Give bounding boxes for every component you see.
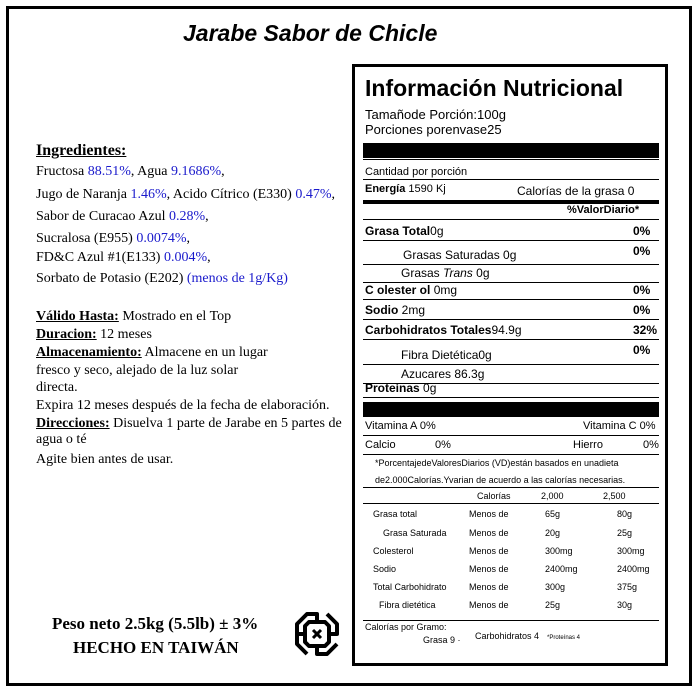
- expiry-text: Expira 12 meses después de la fecha de elaboración.: [36, 398, 330, 413]
- ingredient-text: , Agua: [130, 164, 171, 179]
- nutrient-amount: 94.9g: [491, 323, 522, 337]
- product-title: Jarabe Sabor de Chicle: [183, 20, 438, 46]
- ingredient-line: [36, 250, 211, 266]
- thick-divider: [363, 402, 659, 417]
- nutrient-daily-value: 0%: [633, 244, 651, 258]
- energy-label: Energía: [365, 183, 406, 195]
- nutrient-label: Grasa Total: [365, 224, 431, 238]
- recycle-icon: [293, 610, 341, 658]
- divider: [363, 264, 659, 265]
- ingredient-text: ,: [205, 209, 209, 224]
- ingredient-percentage: 9.1686%: [170, 164, 222, 179]
- iron-value: 0%: [643, 439, 659, 451]
- table-nutrient: Fibra dietética: [379, 600, 436, 610]
- vitamin-a: Vitamina A 0%: [365, 420, 436, 432]
- nutrient-label: Sodio: [365, 303, 399, 317]
- divider: [363, 397, 659, 398]
- nutrient-row: [403, 248, 516, 262]
- table-value-2500: 25g: [617, 528, 633, 538]
- nutrient-amount: 0g: [430, 224, 444, 238]
- calories-per-gram: Calorías por Gramo:: [365, 622, 447, 632]
- nutrient-amount: 0g: [499, 248, 517, 262]
- carb-per-gram: Carbohidratos 4: [475, 631, 540, 641]
- divider: [363, 299, 659, 300]
- table-comparator: Menos de: [469, 564, 509, 574]
- calcium-value: 0%: [435, 439, 451, 451]
- table-value-2500: 80g: [617, 509, 633, 519]
- amount-per-serving: Cantidad por porción: [365, 166, 468, 178]
- ingredient-line: [36, 231, 190, 247]
- ingredient-text: ,: [221, 164, 225, 179]
- divider: [363, 319, 659, 320]
- nutrient-label: Proteínas: [365, 381, 420, 395]
- directions-value: Disuelva 1 parte de Jarabe en 5 partes de: [109, 416, 342, 431]
- ingredient-percentage: 0.0074%: [136, 231, 187, 246]
- nutrient-daily-value: 32%: [633, 323, 658, 337]
- nutrient-label: Grasas Saturadas: [403, 248, 500, 262]
- table-comparator: Menos de: [469, 546, 509, 556]
- divider: [363, 454, 659, 455]
- thick-divider: [363, 143, 659, 158]
- protein-per-gram: *Proteínas 4: [547, 635, 581, 641]
- ingredient-line: [36, 187, 335, 203]
- table-comparator: Menos de: [469, 582, 509, 592]
- nutrient-label: Fibra Dietética: [401, 348, 479, 362]
- duration-value: 12 meses: [96, 327, 152, 342]
- table-value-2000: 2400mg: [545, 564, 578, 574]
- nutrient-row: [401, 348, 492, 362]
- table-value-2000: 300mg: [545, 546, 573, 556]
- fat-per-gram: Grasa 9 ·: [423, 635, 461, 645]
- ingredient-text: Jugo de Naranja: [36, 187, 131, 202]
- calcium-label: Calcio: [365, 439, 396, 451]
- ingredient-percentage: (menos de 1g/Kg): [186, 271, 288, 286]
- ingredient-text: Sabor de Curacao Azul: [36, 209, 169, 224]
- nutrient-label: Grasas: [401, 266, 444, 280]
- table-nutrient: Grasa total: [373, 509, 418, 519]
- serving-size: Tamañode Porción:100g: [365, 107, 506, 122]
- ingredient-percentage: 1.46%: [130, 187, 167, 202]
- ingredient-text: Sucralosa (E955): [36, 231, 137, 246]
- nutrient-label-italic: Trans: [443, 266, 473, 280]
- table-value-2000: 25g: [545, 600, 561, 610]
- storage-label: Almacenamiento:: [36, 345, 142, 360]
- directions-line: [36, 416, 342, 432]
- directions-line-2: agua o té: [36, 432, 87, 447]
- divider: [363, 364, 659, 365]
- table-nutrient: Total Carbohidrato: [373, 582, 447, 592]
- nutrient-row: [365, 224, 444, 238]
- divider: [363, 487, 659, 488]
- table-value-2000: 20g: [545, 528, 561, 538]
- vitamin-c: Vitamina C 0%: [583, 420, 656, 432]
- table-value-2500: 375g: [617, 582, 638, 592]
- valid-until-value: Mostrado en el Top: [118, 309, 232, 324]
- table-nutrient: Colesterol: [373, 546, 414, 556]
- ingredient-text: Sorbato de Potasio (E202): [36, 271, 187, 286]
- ingredient-text: ,: [207, 250, 211, 265]
- energy-value: 1590 Kj: [405, 183, 446, 195]
- ingredient-text: Fructosa: [36, 164, 88, 179]
- storage-value: Almacene en un lugar: [141, 345, 268, 360]
- nutrition-panel: [352, 64, 668, 666]
- nutrient-label: Carbohidratos Totales: [365, 323, 492, 337]
- footnote-line-2: de2.000Calorías.Yvarian de acuerdo a las calorías necesarias.: [375, 475, 626, 485]
- energy-line: [365, 183, 446, 195]
- nutrient-row: [365, 303, 425, 317]
- ingredient-line: [36, 271, 288, 287]
- nutrient-amount: 0g: [478, 348, 492, 362]
- nutrient-row: [401, 266, 490, 280]
- table-comparator: Menos de: [469, 509, 509, 519]
- nutrient-daily-value: 0%: [633, 283, 651, 297]
- valid-until-line: [36, 309, 231, 325]
- table-comparator: Menos de: [469, 528, 509, 538]
- duration-line: [36, 327, 152, 343]
- table-header-calories: Calorías: [477, 491, 511, 501]
- nutrition-title: Información Nutricional: [365, 75, 624, 101]
- ingredients-heading: Ingredientes:: [36, 142, 127, 159]
- nutrient-label: Azucares: [401, 367, 452, 381]
- table-comparator: Menos de: [469, 600, 509, 610]
- ingredient-text: FD&C Azul #1(E133): [36, 250, 164, 265]
- shake-text: Agite bien antes de usar.: [36, 452, 174, 467]
- table-value-2500: 300mg: [617, 546, 645, 556]
- nutrient-amount: 0g: [472, 266, 490, 280]
- divider: [363, 219, 659, 220]
- table-value-2000: 300g: [545, 582, 566, 592]
- nutrient-row: [401, 367, 484, 381]
- nutrient-daily-value: 0%: [633, 224, 651, 238]
- nutrient-row: [365, 323, 522, 337]
- table-value-2500: 30g: [617, 600, 633, 610]
- divider: [363, 503, 659, 504]
- ingredient-line: [36, 209, 209, 225]
- divider: [363, 159, 659, 160]
- storage-line: [36, 345, 268, 361]
- footnote-line-1: *PorcentajedeValoresDiarios (VD)están basados en unadieta: [375, 458, 619, 468]
- duration-label: Duracion:: [36, 327, 97, 342]
- nutrient-amount: 0mg: [430, 283, 458, 297]
- nutrient-amount: 86.3g: [451, 367, 485, 381]
- divider: [363, 240, 659, 241]
- daily-value-header: %ValorDiario*: [567, 204, 640, 216]
- ingredient-percentage: 0.004%: [163, 250, 208, 265]
- table-nutrient: Grasa Saturada: [383, 528, 447, 538]
- nutrient-amount: 2mg: [398, 303, 426, 317]
- valid-until-label: Válido Hasta:: [36, 309, 119, 324]
- made-in: HECHO EN TAIWÁN: [73, 638, 239, 657]
- divider: [363, 339, 659, 340]
- nutrient-daily-value: 0%: [633, 303, 651, 317]
- ingredient-text: ,: [186, 231, 190, 246]
- table-value-2500: 2400mg: [617, 564, 650, 574]
- table-header-2000: 2,000: [541, 491, 564, 501]
- storage-line-2: fresco y seco, alejado de la luz solar: [36, 363, 239, 378]
- nutrient-row: [365, 381, 436, 395]
- directions-label: Direcciones:: [36, 416, 110, 431]
- divider: [363, 620, 659, 621]
- fat-calories: Calorías de la grasa 0: [517, 184, 635, 198]
- ingredient-percentage: 0.28%: [168, 209, 206, 224]
- storage-line-3: directa.: [36, 380, 78, 395]
- ingredient-line: [36, 164, 225, 180]
- ingredient-percentage: 88.51%: [87, 164, 131, 179]
- nutrient-label: C olester ol: [365, 283, 431, 297]
- table-nutrient: Sodio: [373, 564, 397, 574]
- table-value-2000: 65g: [545, 509, 561, 519]
- divider: [363, 179, 659, 180]
- table-header-2500: 2,500: [603, 491, 626, 501]
- ingredient-text: , Acido Cítrico (E330): [166, 187, 296, 202]
- nutrient-daily-value: 0%: [633, 343, 651, 357]
- servings-per-container: Porciones porenvase25: [365, 122, 502, 137]
- divider: [363, 435, 659, 436]
- nutrient-row: [365, 283, 457, 297]
- iron-label: Hierro: [573, 439, 603, 451]
- ingredient-text: ,: [331, 187, 336, 202]
- ingredient-percentage: 0.47%: [295, 187, 332, 202]
- net-weight: Peso neto 2.5kg (5.5lb) ± 3%: [52, 614, 259, 633]
- nutrient-amount: 0g: [419, 381, 437, 395]
